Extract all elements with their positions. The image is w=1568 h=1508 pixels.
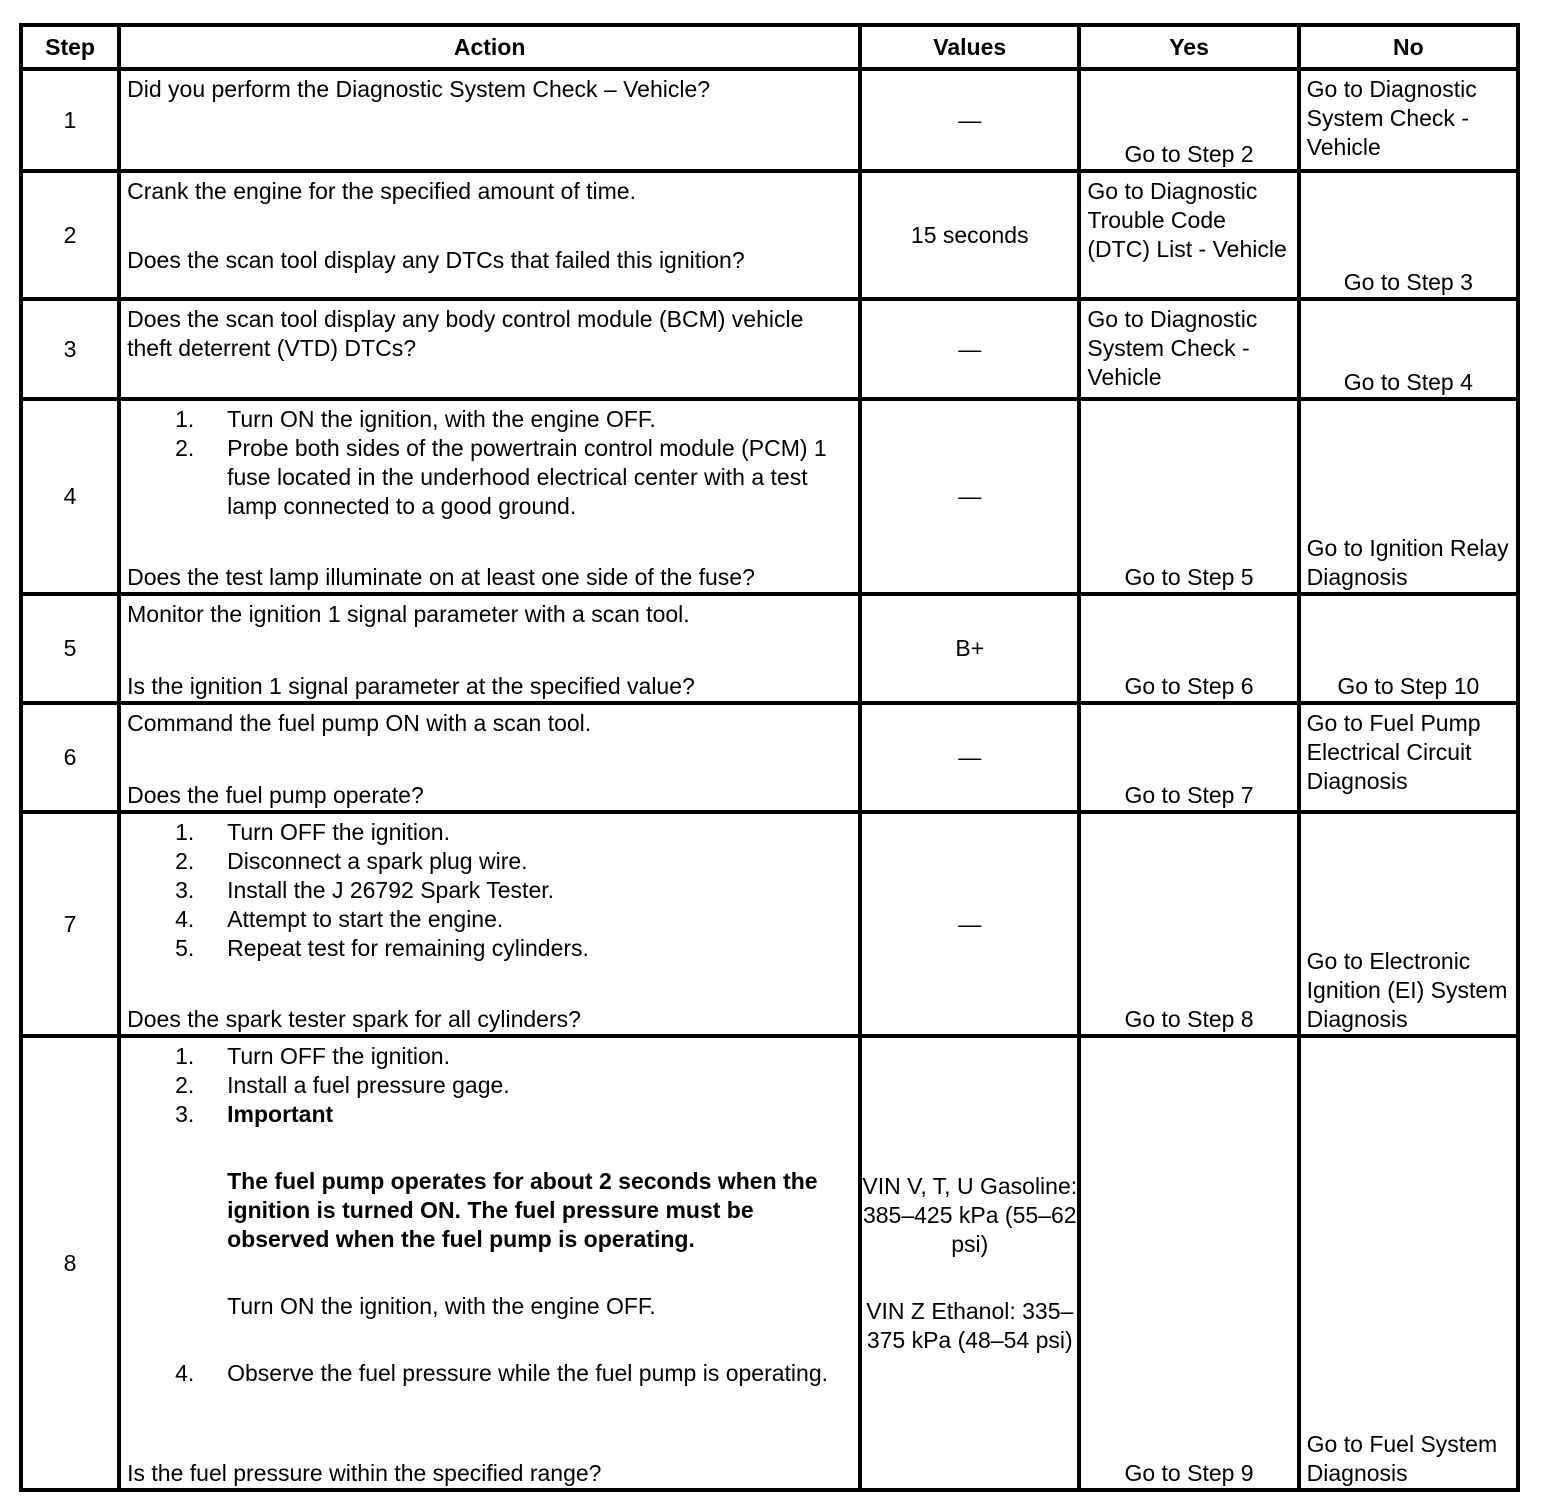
action-question: Does the spark tester spark for all cylinders?: [127, 1006, 581, 1032]
table-row: [21, 299, 1518, 399]
no-cell: [1299, 812, 1518, 1036]
yes-cell: [1079, 1036, 1298, 1490]
action-cell: [119, 299, 860, 399]
list-item: 4. Attempt to start the engine.: [175, 906, 504, 932]
action-cell: [119, 812, 860, 1036]
list-item: 1. Turn ON the ignition, with the engine OFF.: [175, 406, 656, 432]
yes-link[interactable]: Go to Step 6: [1124, 673, 1254, 699]
table-row: [21, 1036, 1518, 1490]
yes-link[interactable]: Go to Step 8: [1124, 1006, 1254, 1032]
action-text: Does the scan tool display any body control module (BCM) vehicle theft deterrent (VTD) DTCs?: [127, 306, 804, 361]
action-steps: [127, 1042, 852, 1129]
step-number: 1: [21, 69, 119, 171]
list-item: 5. Repeat test for remaining cylinders.: [175, 935, 589, 961]
yes-cell: [1079, 594, 1298, 703]
action-question: Is the fuel pressure within the specified range?: [127, 1460, 602, 1486]
action-cell: [119, 69, 860, 171]
values-cell: B+: [860, 594, 1079, 703]
no-link[interactable]: Go to Step 3: [1343, 269, 1473, 295]
no-cell: [1299, 171, 1518, 299]
table-row: [21, 69, 1518, 171]
header-row: [21, 25, 1518, 69]
action-cell: [119, 171, 860, 299]
yes-cell: [1079, 299, 1298, 399]
action-question: Is the ignition 1 signal parameter at the specified value?: [127, 673, 695, 699]
action-steps: [127, 1359, 852, 1388]
action-steps: [127, 405, 852, 521]
no-cell: [1299, 594, 1518, 703]
header-yes: Yes: [1079, 25, 1298, 69]
step-number: 2: [21, 171, 119, 299]
no-cell: [1299, 69, 1518, 171]
values-cell: —: [860, 812, 1079, 1036]
yes-link[interactable]: Go to Step 2: [1124, 141, 1254, 167]
list-item: 4. Observe the fuel pressure while the fuel pump is operating.: [175, 1360, 829, 1386]
yes-link[interactable]: Go to Diagnostic Trouble Code (DTC) List - Vehicle: [1087, 178, 1287, 262]
table-row: [21, 812, 1518, 1036]
step-number: 3: [21, 299, 119, 399]
values-cell: —: [860, 299, 1079, 399]
diagnostic-table: [19, 23, 1520, 1492]
no-link[interactable]: Go to Fuel System Diagnosis: [1306, 1431, 1498, 1486]
no-cell: [1299, 399, 1518, 594]
important-note: The fuel pump operates for about 2 seconds when the ignition is turned ON. The fuel pressure must be observed when the fuel pump is operating.: [227, 1168, 818, 1252]
action-cell: [119, 399, 860, 594]
table-row: [21, 171, 1518, 299]
step-number: 8: [21, 1036, 119, 1490]
list-item: 2. Disconnect a spark plug wire.: [175, 848, 528, 874]
action-text: Did you perform the Diagnostic System Check – Vehicle?: [127, 76, 711, 102]
action-question: Does the fuel pump operate?: [127, 782, 424, 808]
no-link[interactable]: Go to Ignition Relay Diagnosis: [1306, 535, 1509, 590]
list-item: 1. Turn OFF the ignition.: [175, 819, 450, 845]
table-row: [21, 594, 1518, 703]
yes-cell: [1079, 171, 1298, 299]
no-cell: [1299, 1036, 1518, 1490]
action-cell: [119, 594, 860, 703]
yes-link[interactable]: Go to Step 7: [1124, 782, 1254, 808]
no-link[interactable]: Go to Step 10: [1337, 673, 1480, 699]
table-row: [21, 703, 1518, 812]
header-step: Step: [21, 25, 119, 69]
step-number: 6: [21, 703, 119, 812]
header-no: No: [1299, 25, 1518, 69]
yes-cell: [1079, 812, 1298, 1036]
list-item: 3. Install the J 26792 Spark Tester.: [175, 877, 555, 903]
yes-cell: [1079, 69, 1298, 171]
action-text: Command the fuel pump ON with a scan tool.: [127, 710, 592, 736]
values-cell: —: [860, 703, 1079, 812]
no-link[interactable]: Go to Fuel Pump Electrical Circuit Diagnosis: [1306, 710, 1481, 794]
action-cell: [119, 1036, 860, 1490]
step-number: 7: [21, 812, 119, 1036]
no-cell: [1299, 703, 1518, 812]
action-cell: [119, 703, 860, 812]
values-gasoline: VIN V, T, U Gasoline: 385–425 kPa (55–62 psi): [862, 1172, 1078, 1257]
yes-link[interactable]: Go to Step 9: [1124, 1460, 1254, 1486]
header-values: Values: [860, 25, 1079, 69]
values-ethanol: VIN Z Ethanol: 335–375 kPa (48–54 psi): [866, 1297, 1074, 1353]
yes-link[interactable]: Go to Diagnostic System Check - Vehicle: [1087, 306, 1258, 390]
table-row: [21, 399, 1518, 594]
values-cell: —: [860, 69, 1079, 171]
values-cell: —: [860, 399, 1079, 594]
action-text: Monitor the ignition 1 signal parameter with a scan tool.: [127, 601, 690, 627]
values-cell: [860, 1036, 1079, 1490]
yes-link[interactable]: Go to Step 5: [1124, 564, 1254, 590]
step3-text: Turn ON the ignition, with the engine OFF.: [227, 1293, 656, 1319]
no-link[interactable]: Go to Diagnostic System Check - Vehicle: [1306, 76, 1477, 160]
list-item: 1. Turn OFF the ignition.: [175, 1043, 450, 1069]
action-question: Does the scan tool display any DTCs that failed this ignition?: [127, 247, 745, 273]
step-number: 5: [21, 594, 119, 703]
no-link[interactable]: Go to Step 4: [1343, 369, 1473, 395]
action-question: Does the test lamp illuminate on at least one side of the fuse?: [127, 564, 755, 590]
values-cell: 15 seconds: [860, 171, 1079, 299]
no-link[interactable]: Go to Electronic Ignition (EI) System Diagnosis: [1306, 948, 1508, 1032]
header-action: Action: [119, 25, 860, 69]
list-item: 2. Probe both sides of the powertrain control module (PCM) 1 fuse located in the underhood electrical center with a test lamp connected to a good ground.: [175, 435, 827, 519]
action-steps: [127, 818, 852, 963]
yes-cell: [1079, 703, 1298, 812]
step-number: 4: [21, 399, 119, 594]
list-item: 3. Important: [175, 1101, 334, 1127]
action-text: Crank the engine for the specified amount of time.: [127, 178, 636, 204]
no-cell: [1299, 299, 1518, 399]
list-item: 2. Install a fuel pressure gage.: [175, 1072, 510, 1098]
yes-cell: [1079, 399, 1298, 594]
